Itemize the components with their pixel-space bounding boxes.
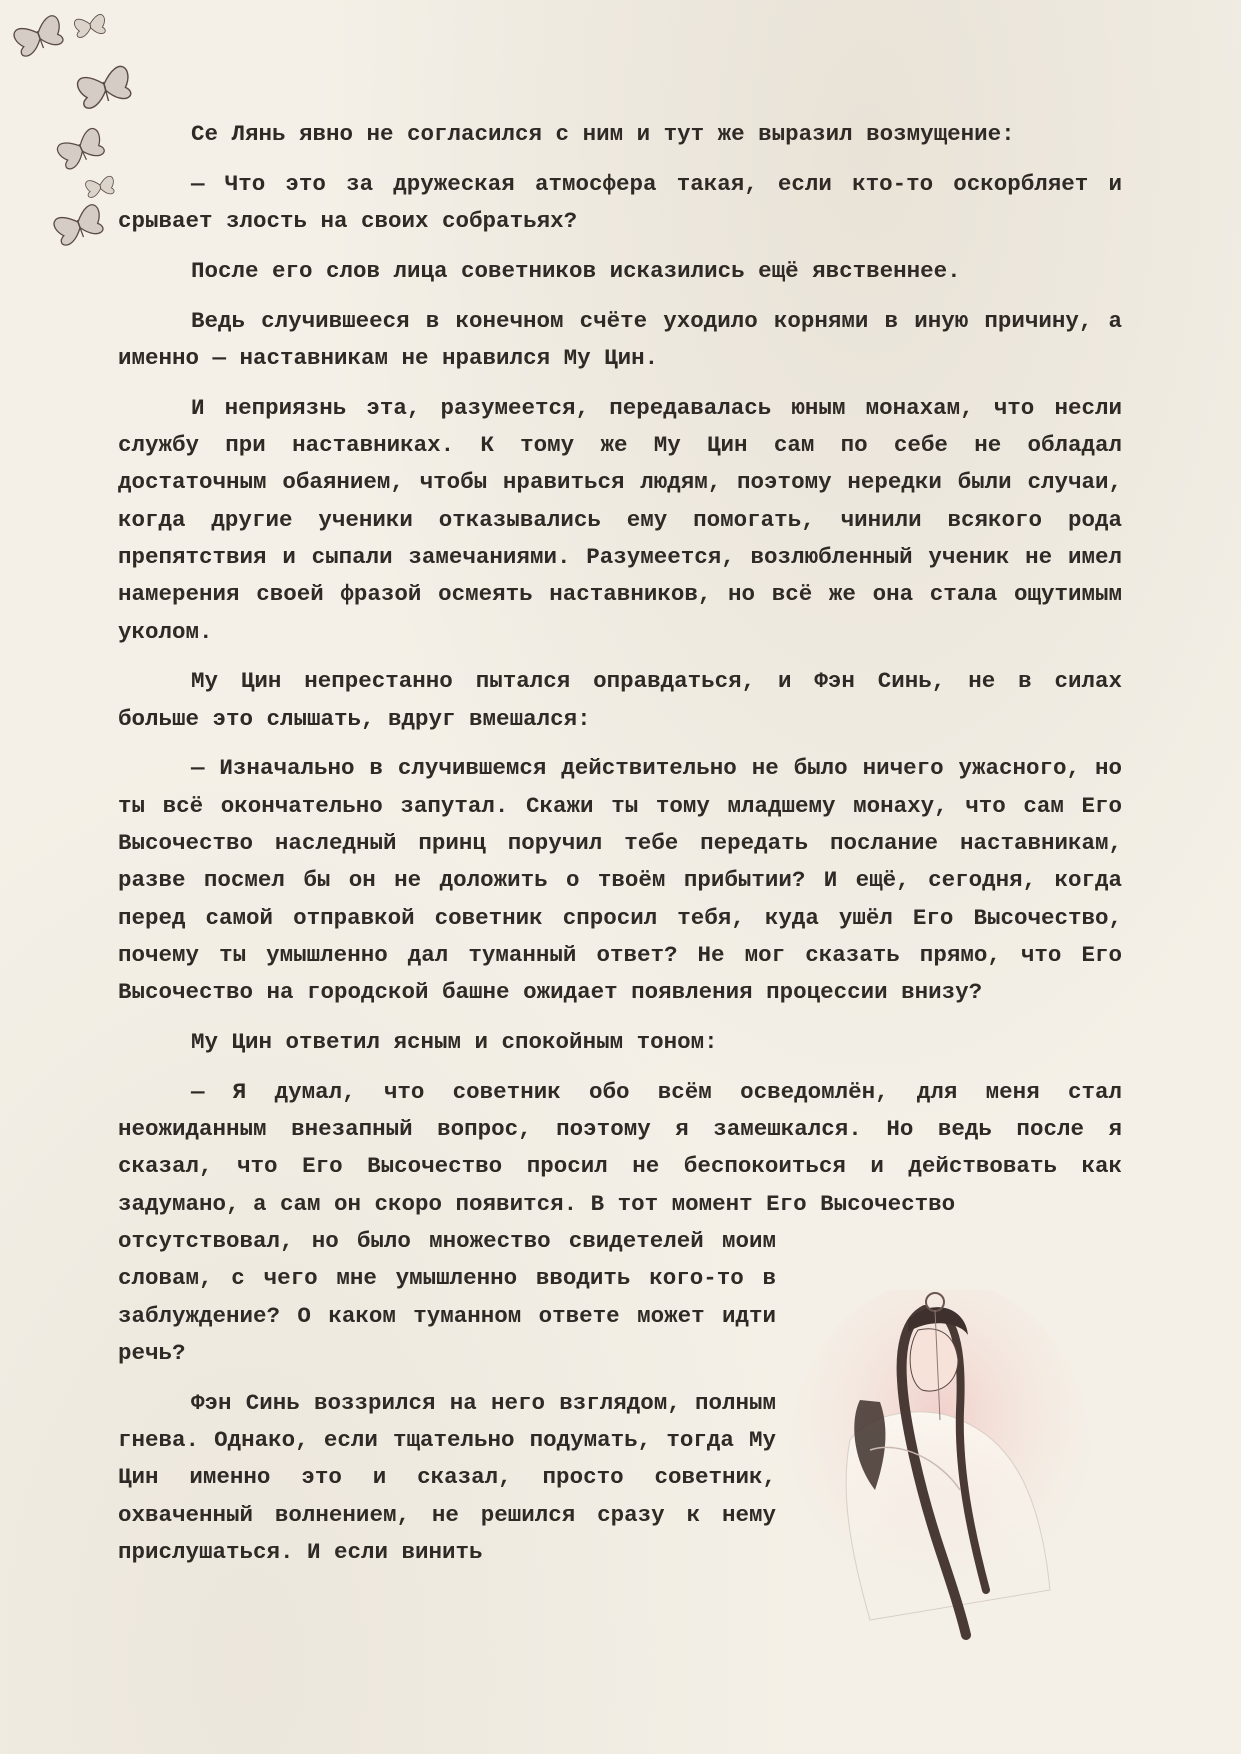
paragraph: отсутствовал, но было множество свидетелей моим словам, с чего мне умышленно вводить кого-то в заблуждение? О каком туманном ответе может идти речь?: [118, 1228, 776, 1366]
paragraph: — Что это за дружеская атмосфера такая, если кто-то оскорбляет и срывает злость на своих собратьях?: [118, 170, 1122, 235]
butterfly-icon: [52, 203, 106, 247]
butterfly-icon: [76, 65, 134, 110]
butterfly-icon: [85, 176, 116, 198]
paragraph: — Я думал, что советник обо всём осведомлён, для меня стал неожиданным внезапный вопрос, поэтому я замешкался. Но ведь после я сказал, что Его Высочество просил не беспокоиться и действовать как задумано, а сам он скоро появится. В тот момент Его Высочество: [118, 1078, 1122, 1217]
paragraph: Се Лянь явно не согласился с ним и тут же выразил возмущение:: [191, 121, 1015, 147]
paragraph: Фэн Синь воззрился на него взглядом, полным гнева. Однако, если тщательно подумать, тогда Му Цин именно это и сказал, просто советник, охваченный волнением, не решился сразу к нему прислушаться. И если винить: [118, 1389, 776, 1565]
paragraph: Ведь случившееся в конечном счёте уходило корнями в иную причину, а именно — наставникам не нравился Му Цин.: [118, 307, 1122, 371]
paragraph: Му Цин ответил ясным и спокойным тоном:: [191, 1029, 718, 1056]
paragraph: После его слов лица советников исказились ещё явственнее.: [191, 257, 961, 284]
butterfly-icon: [74, 14, 107, 38]
butterfly-icon: [55, 127, 107, 171]
butterfly-icon: [12, 14, 66, 58]
paragraph: Му Цин непрестанно пытался оправдаться, и Фэн Синь, не в силах больше это слышать, вдруг вмешался:: [118, 668, 1122, 732]
paragraph: — Изначально в случившемся действительно не было ничего ужасного, но ты всё окончательно запутал. Скажи ты тому младшему монаху, что сам Его Высочество наследный принц поручил тебе передать послание наставникам, разве посмел бы он не доложить о твоём прибытии? И ещё, сегодня, когда перед самой отправкой советник спросил тебя, куда ушёл Его Высочество, почему ты умышленно дал туманный ответ? Не мог сказать прямо, что Его Высочество на городской башне ожидает появления процессии внизу?: [118, 755, 1122, 1006]
paragraph: И неприязнь эта, разумеется, передавалась юным монахам, что несли службу при наставниках. К тому же Му Цин сам по себе не обладал достаточным обаянием, чтобы нравиться людям, поэтому нередки были случаи, когда другие ученики отказывались ему помогать, чинили всякого рода препятствия и сыпали замечаниями. Разумеется, возлюбленный ученик не имел намерения своей фразой осмеять наставников, но всё же она стала ощутимым уколом.: [118, 394, 1122, 645]
character-illustration: [790, 1290, 1120, 1650]
